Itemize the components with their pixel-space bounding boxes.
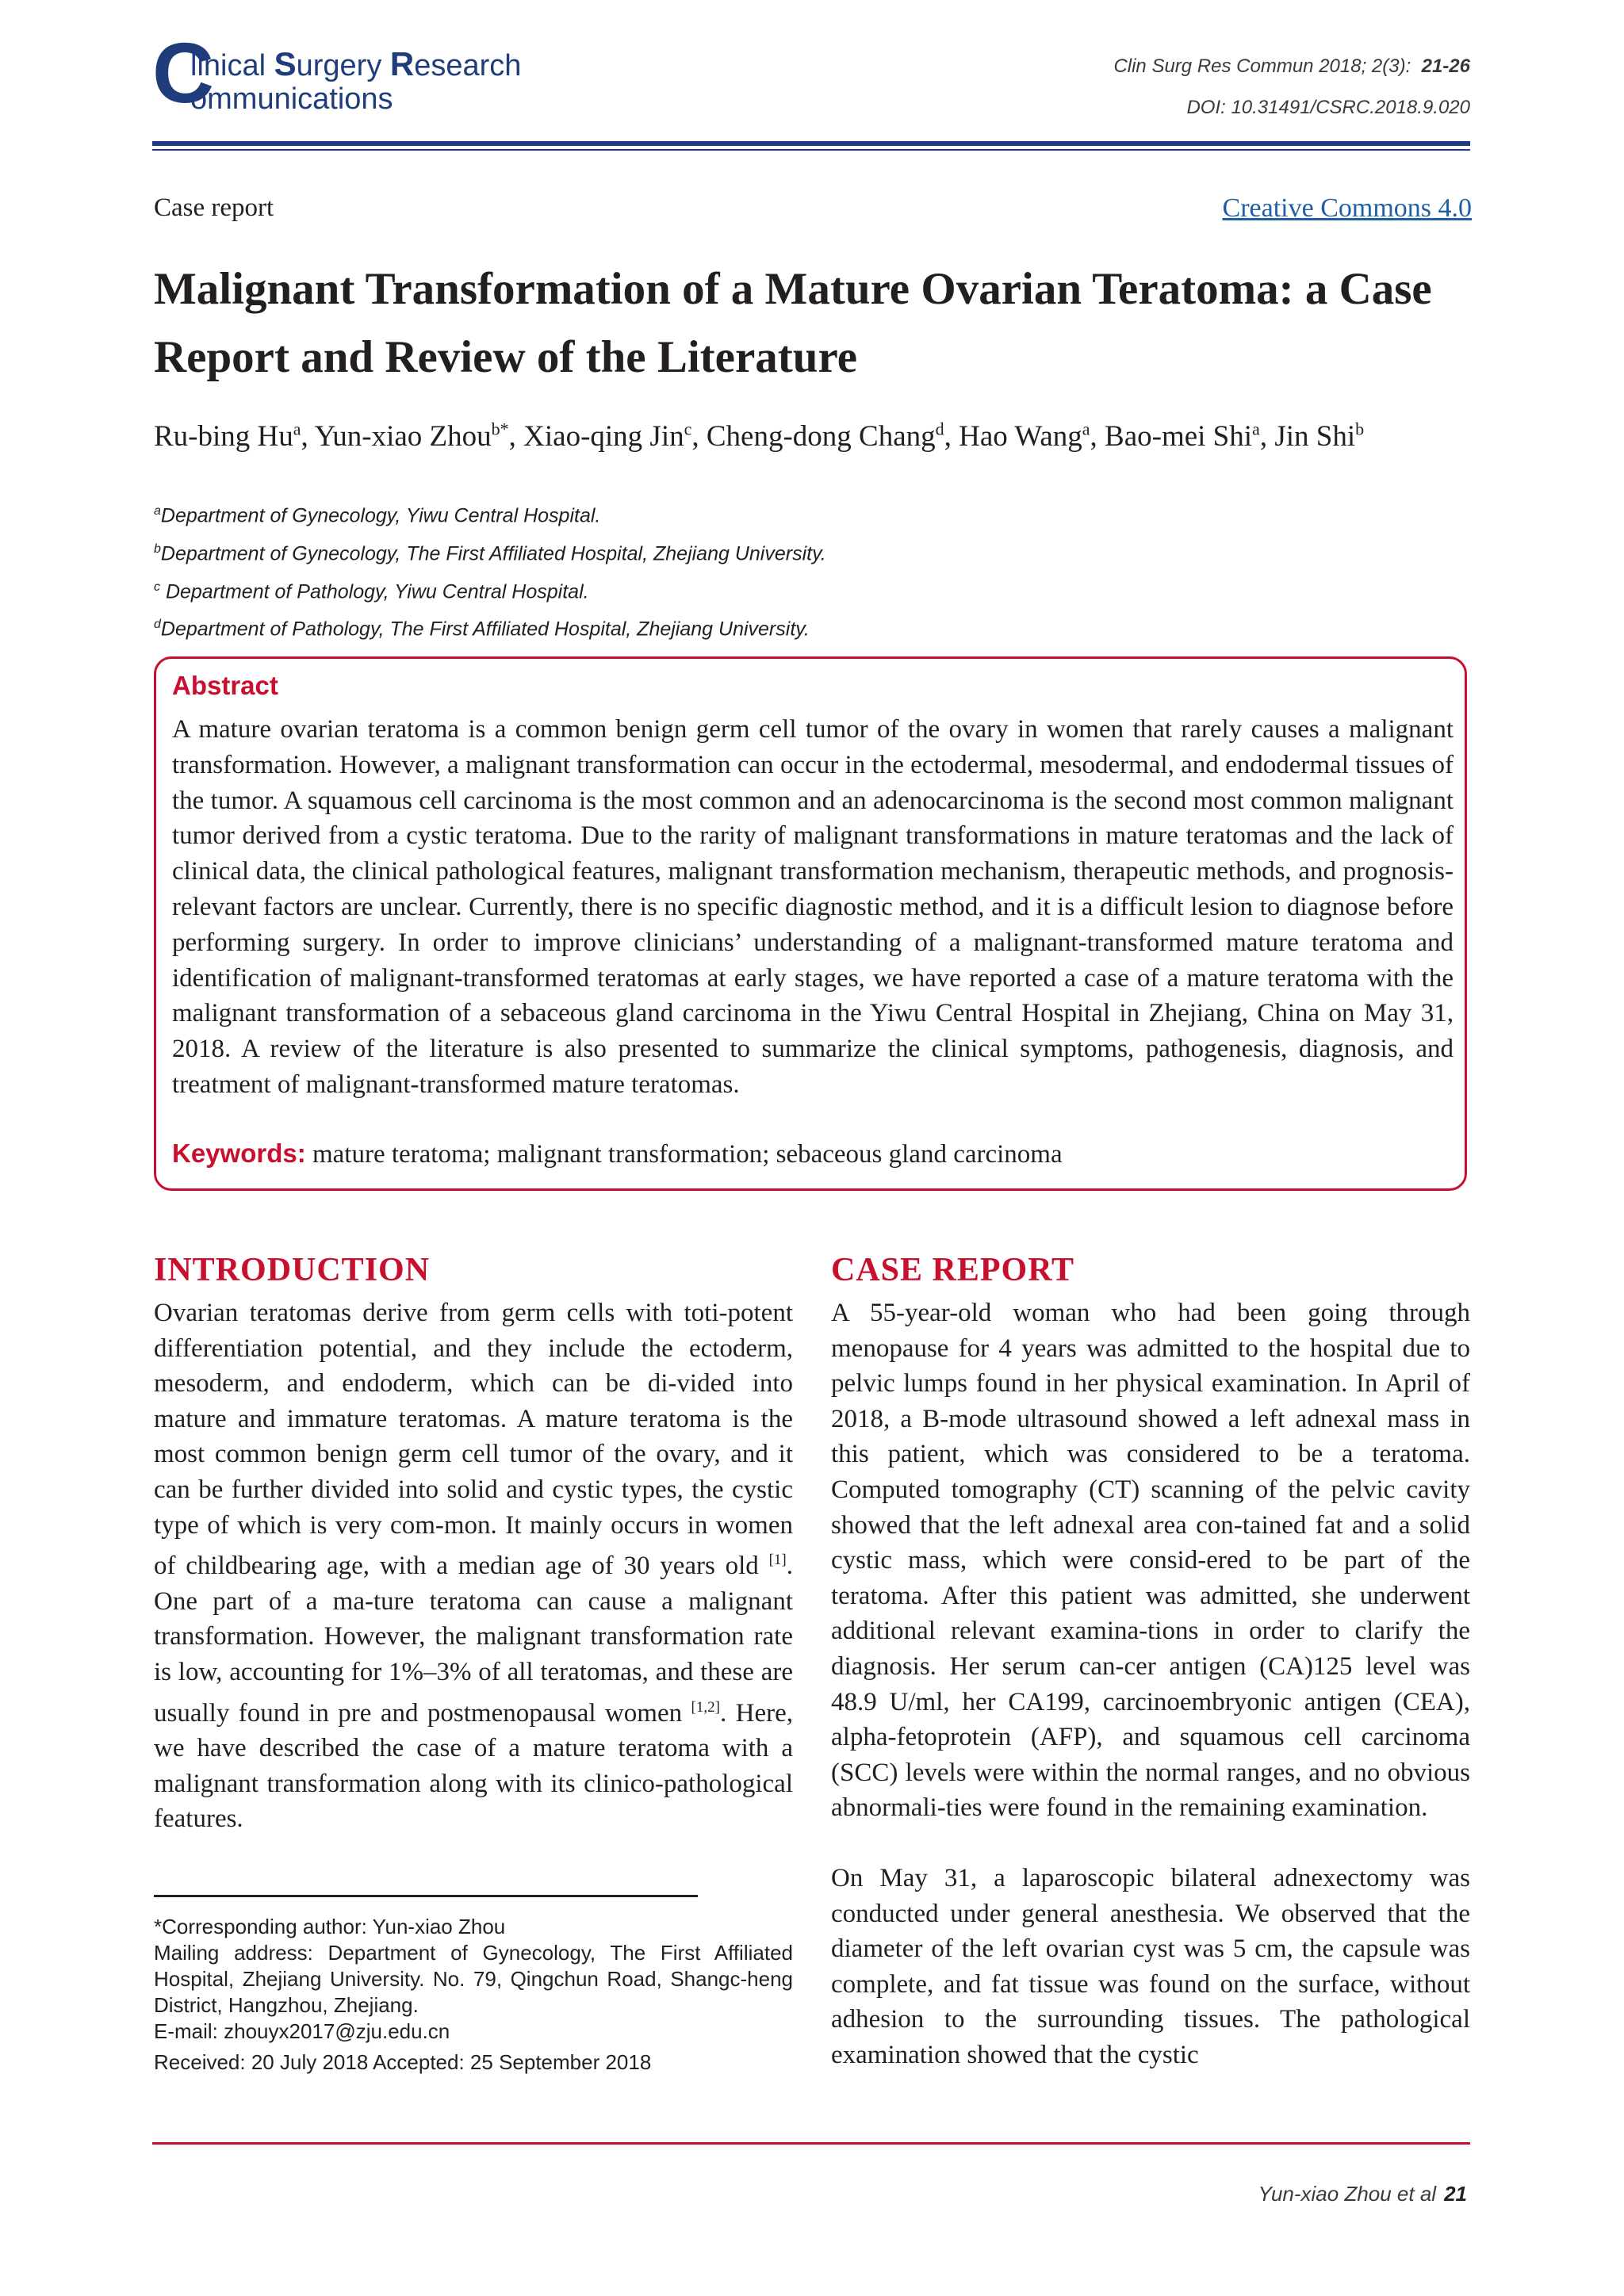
- journal-citation: Clin Surg Res Commun 2018; 2(3): 21-26: [1113, 55, 1470, 77]
- journal-logo: [152, 25, 565, 121]
- mailing-address: Mailing address: Department of Gynecology, The First Affiliated Hospital, Zhejiang University. No. 79, Qingchun Road, Shangc-heng District, Hangzhou, Zhejiang.: [154, 1941, 793, 2017]
- affiliation: $^b$Department of Gynecology, The First Affiliated Hospital, Zhejiang University.: [154, 541, 826, 565]
- page-number: 21: [1444, 2182, 1467, 2206]
- received-dates: Received: 20 July 2018 Accepted: 25 September 2018: [154, 2050, 652, 2074]
- logo-letter-c: C: [152, 25, 214, 121]
- abstract-text: A mature ovarian teratoma is a common benign germ cell tumor of the ovary in women that rarely causes a malignant transformation. However, a malignant transformation can occur in the ectodermal, mesodermal, and endodermal tissues of the tumor. A squamous cell carcinoma is the most common and an adenocarcinoma is the second most common malignant tumor derived from a cystic teratoma. Due to the rarity of malignant transformations in mature teratomas and the lack of clinical data, the clinical pathological features, malignant transformation mechanism, therapeutic methods, and prognosis-relevant factors are unclear. Currently, there is no specific diagnostic method, and it is a difficult lesion to diagnose before performing surgery. In order to improve clinicians’ understanding of a malignant-transformed mature teratoma and identification of malignant-transformed teratomas at early stages, we have reported a case of a mature teratoma with the malignant transformation of a sebaceous gland carcinoma in the Yiwu Central Hospital in Zhejiang, China on May 31, 2018. A review of the literature is also presented to summarize the clinical symptoms, pathogenesis, diagnosis, and treatment of malignant-transformed mature teratomas.: [172, 715, 1454, 1099]
- running-footer: [1258, 2182, 1467, 2206]
- footnote-rule: [154, 1895, 698, 1897]
- citation-ref[interactable]: [1]: [768, 1552, 787, 1569]
- case-report-paragraph-1: A 55-year-old woman who had been going through menopause for 4 years was admitted to the hospital due to pelvic lumps found in her physical examination. In April of 2018, a B-mode ultrasound showed a left adnexal mass in this patient, which was considered to be a teratoma. Computed tomography (CT) scanning of the pelvic cavity showed that the left adnexal area con-tained fat and a solid cystic mass, which were consid-ered to be part of the teratoma. After this patient was admitted, she underwent additional relevant examina-tions in order to clarify the diagnosis. Her serum can-cer antigen (CA)125 level was 48.9 U/ml, her CA199, carcinoembryonic antigen (CEA), alpha-fetoprotein (AFP), and squamous cell carcinoma (SCC) levels were within the normal ranges, and no obvious abnormali-ties were found in the remaining examination.: [831, 1299, 1470, 1823]
- page-range: 21-26: [1421, 55, 1470, 77]
- logo-line-2: ommunications: [190, 82, 393, 116]
- introduction-heading: INTRODUCTION: [154, 1252, 431, 1288]
- running-author: Yun-xiao Zhou et al: [1258, 2182, 1437, 2206]
- journal-doi: DOI: 10.31491/CSRC.2018.9.020: [1186, 97, 1470, 118]
- email: E-mail: zhouyx2017@zju.edu.cn: [154, 2019, 450, 2043]
- keywords-label: Keywords:: [172, 1138, 306, 1168]
- logo-line-1: linical Surgery Research: [190, 45, 522, 82]
- affiliation-list: [154, 495, 1264, 646]
- author: Ru-bing Hu$^a$,: [154, 419, 315, 453]
- case-report-paragraph-2: On May 31, a laparoscopic bilateral adnexectomy was conducted under general anesthesia. We observed that the diameter of the left ovarian cyst was 5 cm, the capsule was complete, and fat tissue was found on the surface, without adhesion to the surrounding tissues. The pathological examination showed that the cystic: [831, 1864, 1470, 2069]
- footer-rule: [152, 2142, 1470, 2145]
- keywords: [172, 1138, 1454, 1169]
- author: Xiao-qing Jin$^c$,: [523, 419, 707, 453]
- affiliation: $^c$ Department of Pathology, Yiwu Central Hospital.: [154, 580, 589, 603]
- author: Hao Wang$^a$,: [959, 419, 1105, 453]
- case-report-heading: CASE REPORT: [831, 1252, 1075, 1288]
- author: Cheng-dong Chang$^d$,: [706, 419, 959, 453]
- header-rule-thick: [152, 141, 1470, 146]
- keywords-list: mature teratoma; malignant transformation; sebaceous gland carcinoma: [312, 1140, 1063, 1169]
- author: Jin Shi$^b$: [1274, 419, 1365, 453]
- affiliation: $^a$Department of Gynecology, Yiwu Central Hospital.: [154, 504, 601, 527]
- header-rule-thin: [152, 149, 1470, 151]
- affiliation: $^d$Department of Pathology, The First Affiliated Hospital, Zhejiang University.: [154, 618, 810, 641]
- author: Bao-mei Shi$^a$,: [1105, 419, 1275, 453]
- author: Yun-xiao Zhou$^{b*}$,: [314, 419, 524, 453]
- article-title: Malignant Transformation of a Mature Ovarian Teratoma: a Case Report and Review of the Literature: [154, 264, 1432, 382]
- correspondence-footnote: [154, 1914, 793, 2076]
- corresponding-author: *Corresponding author: Yun-xiao Zhou: [154, 1915, 506, 1938]
- introduction-text: Ovarian teratomas derive from germ cells with toti-potent differentiation potential, and they include the ectoderm, mesoderm, and endoderm, which can be di-vided into mature and immature teratomas. A mature teratoma is the most common benign germ cell tumor of the ovary, and it can be further divided into solid and cystic types, the cystic type of which is very com-mon. It mainly occurs in women of childbearing age, with a median age of 30 years old [1]. One part of a ma-ture teratoma can cause a malignant transformation. However, the malignant transformation rate is low, accounting for 1%–3% of all teratomas, and these are usually found in pre and postmenopausal women [1,2]. Here, we have described the case of a mature teratoma with a malignant transformation along with its clinico-pathological features.: [154, 1299, 793, 1834]
- article-type: Case report: [154, 193, 274, 222]
- author-list: [154, 411, 1470, 456]
- citation-ref[interactable]: [1,2]: [691, 1698, 720, 1716]
- abstract-heading: Abstract: [172, 671, 278, 700]
- license-link[interactable]: Creative Commons 4.0: [1222, 193, 1472, 223]
